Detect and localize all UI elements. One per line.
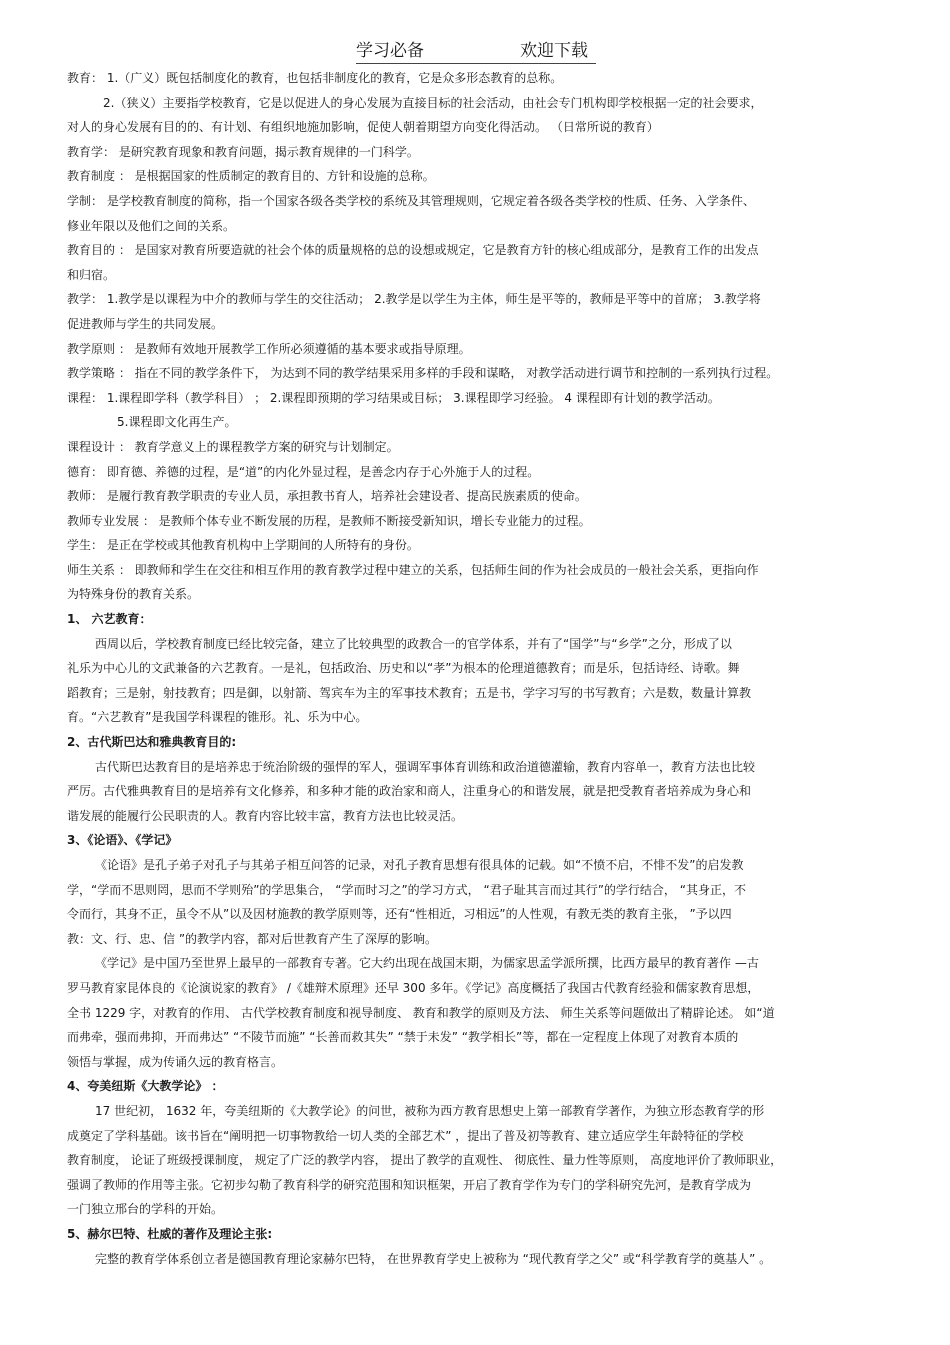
text-line: 谐发展的能履行公民职责的人。教育内容比较丰富，教育方法也比较灵活。	[67, 808, 464, 823]
text-line: 罗马教育家昆体良的《论演说家的教育》 /《雄辩术原理》还早 300 多年。《学记》高度概括了我国古代教育经验和儒家教育思想，	[67, 980, 760, 995]
text-line: 教育学： 是研究教育现象和教育问题，揭示教育规律的一门科学。	[67, 144, 419, 159]
text-line: 2.（狭义）主要指学校教育，它是以促进人的身心发展为直接目标的社会活动，由社会专门机构即学校根据一定的社会要求，	[103, 95, 763, 110]
section-heading: 3、《论语》、《学记》	[67, 833, 178, 848]
text-line: 课程设计 ： 教育学意义上的课程教学方案的研究与计划制定。	[67, 439, 399, 454]
text-line: 对人的身心发展有目的的、有计划、有组织地施加影响，促使人朝着期望方向变化得活动。 （日常所说的教育）	[67, 120, 659, 135]
text-line: 领悟与掌握，成为传诵久远的教育格言。	[67, 1054, 284, 1069]
text-line: 蹈教育；三是射，射技教育；四是御，以射箭、驾宾车为主的军事技术教育；五是书，学字习写的书写教育；六是数，数量计算教	[67, 685, 752, 700]
text-line: 一门独立邢台的学科的开始。	[67, 1202, 224, 1217]
section-heading: 2、古代斯巴达和雅典教育目的:	[67, 735, 237, 750]
text-line: 教师： 是履行教育教学职责的专业人员，承担教书育人，培养社会建设者、提高民族素质的使命。	[67, 489, 587, 504]
header-left-text: 学习必备	[356, 41, 424, 61]
header-underline	[356, 63, 596, 64]
header-right-text: 欢迎下载	[520, 41, 588, 61]
text-line: 教学： 1.教学是以课程为中介的教师与学生的交往活动； 2.教学是以学生为主体，师生是平等的，教师是平等中的首席； 3.教学将	[67, 292, 761, 307]
text-line: 学，“学而不思则罔，思而不学则殆”的学思集合， “学而时习之”的学习方式， “君子耻其言而过其行”的学行结合， “其身正，不	[67, 882, 746, 897]
text-line: 教育制度 ： 是根据国家的性质制定的教育目的、方针和设施的总称。	[67, 169, 435, 184]
section-heading: 1、 六艺教育：	[67, 612, 152, 627]
text-line: 而弗牵，强而弗抑，开而弗达” “不陵节而施” “长善而救其失” “禁于未发” “教学相长”等，都在一定程度上体现了对教育本质的	[67, 1030, 739, 1045]
text-line: 强调了教师的作用等主张。它初步勾勒了教育科学的研究范围和知识框架，开启了教育学作为专门的学科研究先河，是教育学成为	[67, 1177, 752, 1192]
text-line: 《论语》是孔子弟子对孔子与其弟子相互问答的记录，对孔子教育思想有很具体的记载。如“不愤不启，不悱不发”的启发教	[95, 858, 744, 872]
section-heading: 4、夸美纽斯《大教学论》 ：	[67, 1079, 224, 1094]
document-body	[67, 66, 887, 1271]
text-line: 课程： 1.课程即学科（教学科目） ； 2.课程即预期的学习结果或目标； 3.课程即学习经验。 4 课程即有计划的教学活动。	[67, 390, 720, 405]
text-line: 严厉。古代雅典教育目的是培养有文化修养，和多种才能的政治家和商人，注重身心的和谐发展，就是把受教育者培养成为身心和	[67, 784, 752, 799]
text-line: 教师专业发展 ： 是教师个体专业不断发展的历程，是教师不断接受新知识，增长专业能力的过程。	[67, 513, 591, 528]
text-line: 教学策略 ： 指在不同的教学条件下， 为达到不同的教学结果采用多样的手段和谋略， 对教学活动进行调节和控制的一系列执行过程。	[67, 366, 779, 381]
text-line: 5.课程即文化再生产。	[117, 415, 237, 430]
text-line: 教育： 1.（广义）既包括制度化的教育，也包括非制度化的教育，它是众多形态教育的总称。	[67, 71, 563, 85]
text-line: 教育目的 ： 是国家对教育所要造就的社会个体的质量规格的总的设想或规定，它是教育方针的核心组成部分，是教育工作的出发点	[67, 243, 759, 258]
text-line: 《学记》是中国乃至世界上最早的一部教育专著。它大约出现在战国末期，为儒家思孟学派所撰，比西方最早的教育著作 —古	[95, 956, 759, 971]
text-line: 完整的教育学体系创立者是德国教育理论家赫尔巴特， 在世界教育学史上被称为 “现代教育学之父” 或“科学教育学的奠基人” 。	[95, 1251, 772, 1266]
text-line: 礼乐为中心儿的文武兼备的六艺教育。一是礼，包括政治、历史和以“孝”为根本的伦理道德教育；而是乐，包括诗经、诗歌。舞	[67, 661, 740, 676]
text-line: 育。“六艺教育”是我国学科课程的锥形。礼、乐为中心。	[67, 710, 368, 725]
text-line: 修业年限以及他们之间的关系。	[67, 218, 236, 233]
text-line: 全书 1229 字，对教育的作用、 古代学校教育制度和视导制度、 教育和教学的原则及方法、 师生关系等问题做出了精辟论述。 如“道	[67, 1005, 775, 1020]
text-line: 教学原则 ： 是教师有效地开展教学工作所必须遵循的基本要求或指导原理。	[67, 341, 471, 356]
text-line: 令而行，其身不正，虽令不从”以及因材施教的教学原则等，还有“性相近，习相远”的人性观，有教无类的教育主张， ”予以四	[67, 907, 732, 922]
text-line: 学生： 是正在学校或其他教育机构中上学期间的人所特有的身份。	[67, 538, 419, 553]
text-line: 师生关系 ： 即教师和学生在交往和相互作用的教育教学过程中建立的关系，包括师生间的作为社会成员的一般社会关系，更指向作	[67, 562, 759, 577]
text-line: 教：文、行、忠、信 ”的教学内容，都对后世教育产生了深厚的影响。	[67, 931, 438, 946]
text-line: 德育： 即育德、养德的过程，是“道”的内化外显过程，是善念内存于心外施于人的过程。	[67, 464, 540, 479]
text-line: 为特殊身份的教育关系。	[67, 587, 200, 602]
text-line: 古代斯巴达教育目的是培养忠于统治阶级的强悍的军人，强调军事体育训练和政治道德灌输，教育内容单一，教育方法也比较	[95, 759, 756, 774]
text-line: 西周以后，学校教育制度已经比较完备，建立了比较典型的政教合一的官学体系，并有了“国学”与“乡学”之分，形成了以	[95, 636, 732, 651]
text-line: 和归宿。	[67, 267, 116, 282]
text-line: 17 世纪初， 1632 年，夸美纽斯的《大教学论》的问世，被称为西方教育思想史上第一部教育学著作，为独立形态教育学的形	[95, 1103, 765, 1118]
text-line: 促进教师与学生的共同发展。	[67, 316, 224, 331]
section-heading: 5、赫尔巴特、杜威的著作及理论主张:	[67, 1226, 273, 1241]
text-line: 学制： 是学校教育制度的简称，指一个国家各级各类学校的系统及其管理规则，它规定着各级各类学校的性质、任务、入学条件、	[67, 193, 755, 208]
text-line: 成奠定了学科基础。该书旨在“阐明把一切事物教给一切人类的全部艺术” ，提出了普及初等教育、建立适应学生年龄特征的学校	[67, 1128, 744, 1143]
text-line: 教育制度， 论证了班级授课制度， 规定了广泛的教学内容， 提出了教学的直观性、 彻底性、量力性等原则， 高度地评价了教师职业，	[67, 1153, 783, 1168]
